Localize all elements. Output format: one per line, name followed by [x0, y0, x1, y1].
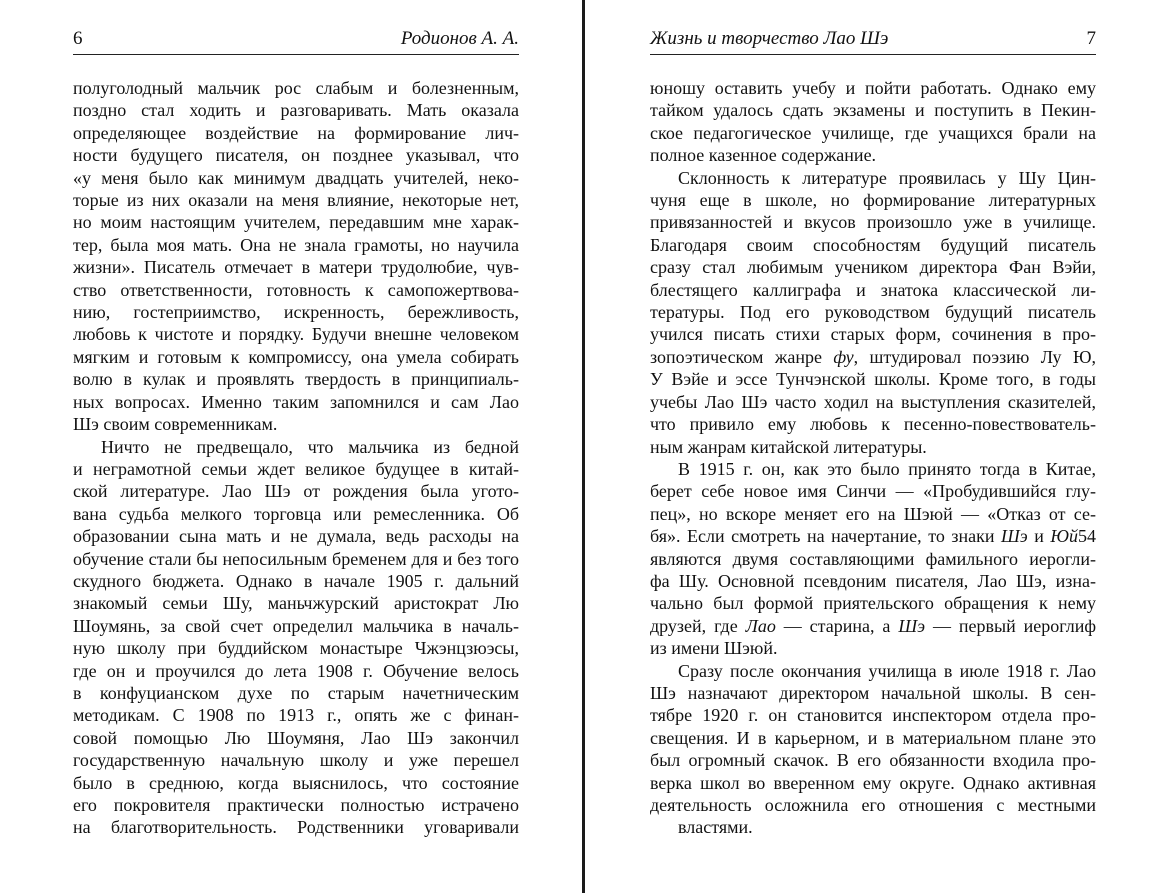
- text-line: тябре 1920 г. он становится инспектором отдела про-: [650, 705, 1096, 726]
- right-page-body: [650, 77, 1096, 839]
- text-line: его покровителя практически полностью истрачено: [73, 795, 519, 815]
- left-page-body: [73, 77, 519, 839]
- text-line: Благодаря своим способностям будущий писатель: [650, 234, 1096, 255]
- text-line: где он и проучился до лета 1908 г. Обучение велось: [73, 660, 519, 681]
- text-line: являются двумя составляющими фамильного иерогли-: [650, 548, 1096, 569]
- page-number: 6: [73, 28, 83, 49]
- text-line: Ничто не предвещало, что мальчика из бедной: [101, 436, 519, 457]
- text-line: чально был формой приятельского обращения к нему: [650, 593, 1096, 614]
- text-line: Склонность к литературе проявилась у Шу Цин-: [678, 167, 1096, 188]
- text-line: ных вопросах. Именно таким запомнился и сам Лао: [73, 391, 519, 412]
- right-page: [586, 0, 1170, 893]
- header-rule: [650, 54, 1096, 55]
- text-line: учебы Лао Шэ часто ходил на выступления сказителей,: [650, 391, 1096, 412]
- running-head-author: Родионов А. А.: [400, 28, 519, 49]
- text-line: фа Шу. Основной псевдоним писателя, Лао Шэ, изна-: [650, 570, 1096, 591]
- text-line: Сразу после окончания училища в июле 1918 г. Лао: [678, 660, 1096, 681]
- text-line: но моим настоящим учителем, передавшим мне харак-: [73, 212, 519, 233]
- text-line: «у меня было как минимум двадцать учителей, неко-: [73, 167, 519, 188]
- text-line: зопоэтическом жанре фу, штудировал поэзию Лу Ю,: [650, 346, 1096, 367]
- text-line: образовании сына мать и не думала, ведь расходы на: [73, 526, 519, 547]
- paragraph: [650, 458, 1096, 660]
- text-line: определяющее воздействие на формирование лич-: [73, 122, 519, 143]
- text-line: полуголодный мальчик рос слабым и болезненным,: [73, 78, 519, 98]
- text-line: берет себе новое имя Синчи — «Пробудившийся глу-: [650, 481, 1096, 502]
- text-line: Шэ назначают директором начальной школы. В сен-: [650, 682, 1096, 703]
- paragraph: [650, 660, 1096, 839]
- text-line: любовь к чистоте и порядку. Будучи внешне человеком: [73, 324, 519, 345]
- text-line: поздно стал ходить и разговаривать. Мать оказала: [73, 100, 519, 121]
- text-line: В 1915 г. он, как это было принято тогда в Китае,: [678, 458, 1096, 479]
- text-line: что привило ему любовь к песенно-повествователь-: [650, 414, 1096, 435]
- left-page: [0, 0, 584, 893]
- text-line: ское педагогическое училище, где учащихся брали на: [650, 122, 1096, 143]
- text-line: жизни». Писатель отмечает в матери трудолюбие, чув-: [73, 257, 519, 278]
- text-line: в конфуцианском духе по старым начетническим: [73, 682, 519, 703]
- text-line: вана судьба мелкого торговца или ремесленника. Об: [73, 503, 519, 524]
- text-line: и неграмотной семьи ждет великое будущее в китай-: [73, 458, 519, 479]
- text-line: волю в кулак и проявлять твердость в принципиаль-: [73, 369, 519, 390]
- paragraph: [650, 77, 1096, 167]
- text-line: деятельность осложнила его отношения с местными: [650, 795, 1096, 815]
- text-line: тературы. Под его руководством будущий писатель: [650, 302, 1096, 323]
- text-line: на благотворительность. Родственники уговаривали: [73, 817, 519, 838]
- book-spine: [582, 0, 585, 893]
- paragraph: [73, 436, 519, 839]
- paragraph: [73, 77, 519, 436]
- text-line: бя». Если смотреть на начертание, то знаки Шэ и Юй54: [650, 526, 1097, 547]
- text-line: полное казенное содержание.: [650, 145, 877, 166]
- text-line: ской литературе. Лао Шэ от рождения была угото-: [73, 481, 519, 502]
- text-line: привязанностей и вкусов произошло уже в училище.: [650, 212, 1096, 233]
- text-line: ности будущего писателя, он позднее указывал, что: [73, 145, 519, 166]
- header-rule: [73, 54, 519, 55]
- text-line: скудного бюджета. Однако в начале 1905 г. дальний: [73, 570, 519, 591]
- text-line: методикам. С 1908 по 1913 г., опять же с финан-: [73, 705, 519, 726]
- text-line: чуня еще в школе, но формирование литературных: [650, 190, 1096, 211]
- left-page-header: [73, 26, 519, 52]
- text-line: Шэ своим современникам.: [73, 414, 278, 435]
- text-line: торые из них оказали на меня влияние, некоторые нет,: [73, 190, 519, 211]
- text-line: совой помощью Лю Шоумяня, Лао Шэ закончил: [73, 727, 519, 748]
- text-line: был огромный скачок. В его обязанности входила про-: [650, 750, 1096, 771]
- text-line: мягким и готовым к компромиссу, она умела собирать: [73, 346, 519, 367]
- right-page-header: [650, 26, 1096, 52]
- text-line: обучение стали бы непосильным бременем для и без того: [73, 548, 519, 569]
- text-line: было в среднюю, когда выяснилось, что состояние: [73, 772, 519, 793]
- text-line: учился писать стихи старых форм, сочинения в про-: [650, 324, 1096, 345]
- text-line: тер, была моя мать. Она не знала грамоты, но научила: [73, 234, 519, 255]
- text-line: знакомый семьи Шу, маньчжурский аристократ Лю: [73, 593, 519, 614]
- text-line: пец», но вскоре меняет его на Шэюй — «Отказ от се-: [650, 503, 1096, 524]
- text-line: сразу стал любимым учеником директора Фан Вэйи,: [650, 257, 1096, 278]
- text-line: нию, гостеприимство, искренность, бережливость,: [73, 302, 519, 323]
- page-number: 7: [1086, 28, 1096, 49]
- text-line: тайком удалось сдать экзамены и поступить в Пекин-: [650, 100, 1096, 121]
- text-line: У Вэйе и эссе Тунчэнской школы. Кроме того, в годы: [650, 369, 1096, 390]
- paragraph: [650, 167, 1096, 458]
- running-head-title: Жизнь и творчество Лао Шэ: [650, 28, 889, 49]
- text-line: верка школ во вверенном ему округе. Однако активная: [650, 772, 1096, 793]
- text-line: ную школу при буддийском монастыре Чжэнцзюэсы,: [73, 638, 519, 659]
- text-line: блестящего каллиграфа и знатока классической ли-: [650, 279, 1096, 300]
- text-line: властями.: [678, 817, 753, 838]
- text-line: государственную начальную школу и уже перешел: [73, 750, 519, 771]
- text-line: ство ответственности, готовность к самопожертвова-: [73, 279, 519, 300]
- text-line: из имени Шэюй.: [650, 638, 778, 659]
- text-line: свещения. И в карьерном, и в материальном плане это: [650, 727, 1096, 748]
- text-line: ным жанрам китайской литературы.: [650, 436, 927, 457]
- text-line: Шоумянь, за свой счет определил мальчика в началь-: [73, 615, 519, 636]
- text-line: юношу оставить учебу и пойти работать. Однако ему: [650, 78, 1096, 98]
- text-line: друзей, где Лао — старина, а Шэ — первый иероглиф: [650, 615, 1096, 636]
